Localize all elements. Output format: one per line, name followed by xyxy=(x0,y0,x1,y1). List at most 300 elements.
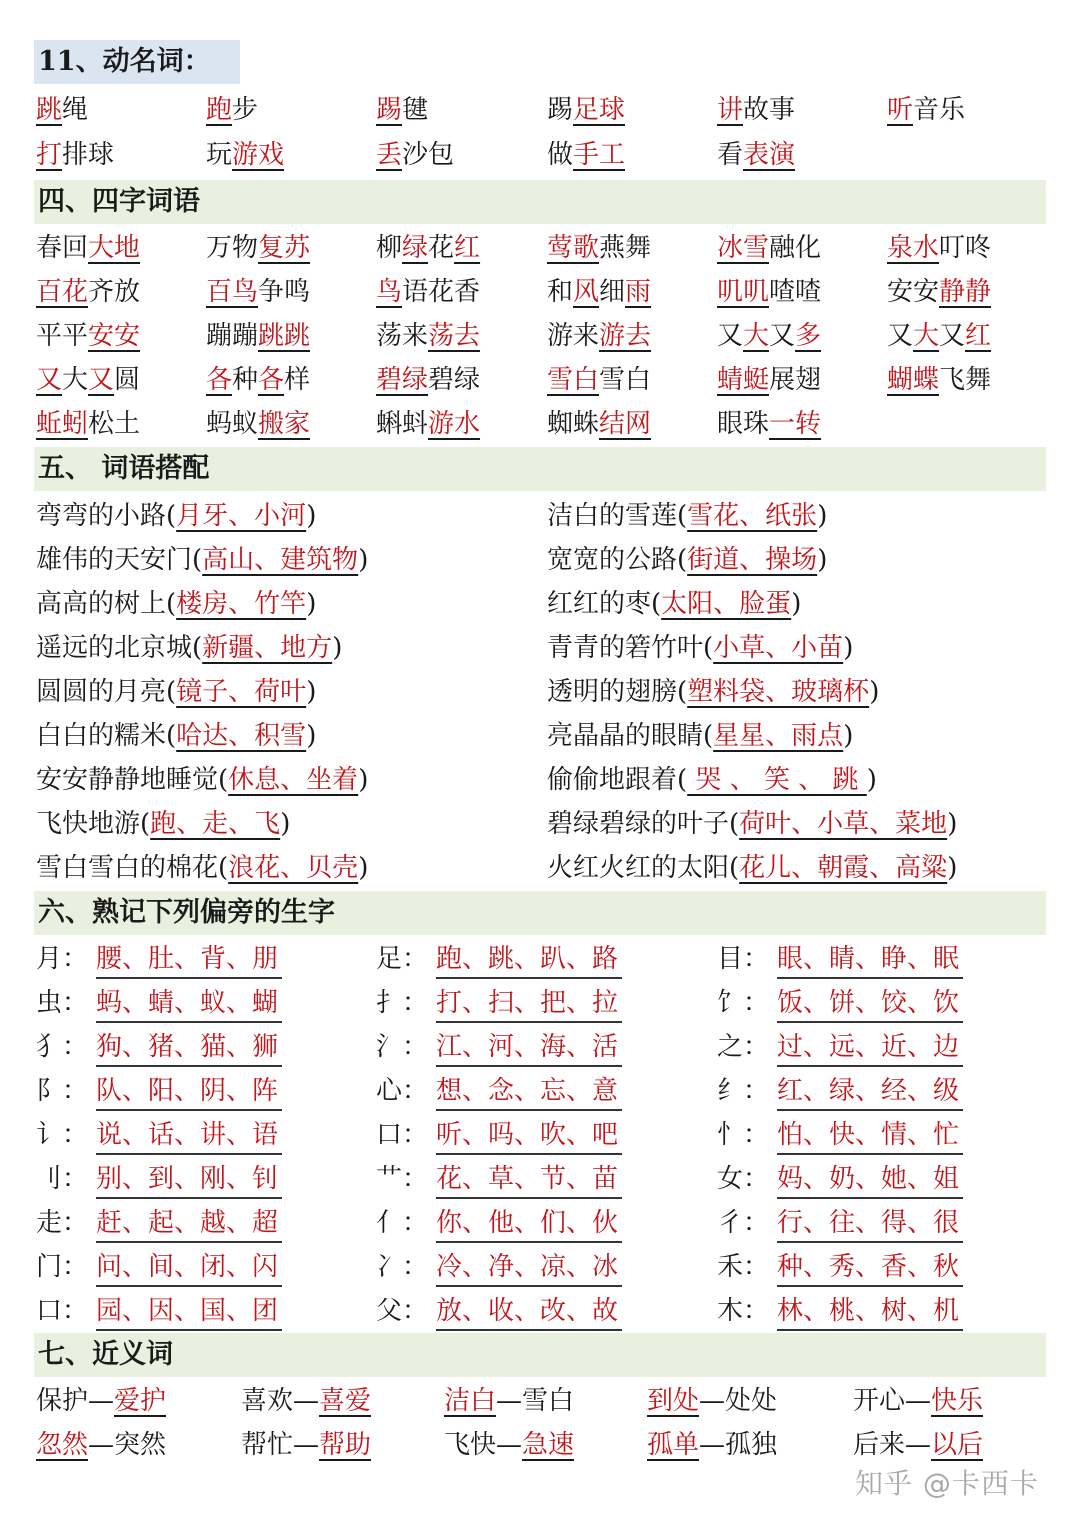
plain-text: 样 xyxy=(284,365,311,395)
dapei-phrase: 雄伟的天安门 xyxy=(36,545,193,575)
dapei-item xyxy=(36,670,316,714)
paren-close: ) xyxy=(358,765,369,795)
dongmingci-item xyxy=(206,133,284,177)
paren-close: ) xyxy=(843,721,854,751)
plain-text: 融化 xyxy=(769,233,822,263)
paren-open: ( xyxy=(166,589,177,619)
jinyici-item xyxy=(444,1423,574,1467)
section-title-dapei: 五、 词语搭配 xyxy=(34,447,1046,491)
paren-close: ) xyxy=(306,589,317,619)
sizi-item xyxy=(547,358,651,402)
section-title-pianpang: 六、熟记下列偏旁的生字 xyxy=(34,891,1046,935)
dapei-item xyxy=(36,494,316,538)
dapei-item xyxy=(36,758,368,802)
radical-label: 木： xyxy=(717,1296,770,1326)
radical-chars xyxy=(96,1157,282,1201)
dapei-answer: 小草、小苗 xyxy=(713,633,844,663)
radical-chars-text: 腰、肚、背、朋 xyxy=(96,941,282,979)
sizi-item xyxy=(36,226,140,270)
highlighted-text: 洁白 xyxy=(444,1386,497,1416)
dapei-phrase: 火红火红的太阳 xyxy=(547,853,730,883)
pianpang-row xyxy=(0,1069,1080,1113)
plain-text: 玩 xyxy=(206,140,233,170)
radical-label: 口： xyxy=(36,1296,89,1326)
radical-chars xyxy=(777,1201,963,1245)
dapei-item xyxy=(547,538,827,582)
plain-text: 游来 xyxy=(547,321,600,351)
radical-label: 氵： xyxy=(376,1032,429,1062)
dapei-row xyxy=(0,626,1080,670)
highlighted-text: 红 xyxy=(965,321,992,351)
radical-chars-text: 问、间、闭、闪 xyxy=(96,1249,282,1287)
radical-label: 刂： xyxy=(36,1164,89,1194)
paren-open: ( xyxy=(703,721,714,751)
dongmingci-item xyxy=(547,88,625,132)
radical-chars xyxy=(777,1289,963,1333)
radical-chars xyxy=(777,1113,963,1157)
radical-chars-text: 眼、睛、睁、眠 xyxy=(777,941,963,979)
dapei-item xyxy=(547,626,853,670)
plain-text: 又 xyxy=(939,321,966,351)
radical-label: 艹： xyxy=(376,1164,429,1194)
plain-text: 雪白 xyxy=(599,365,652,395)
pianpang-row xyxy=(0,1289,1080,1333)
plain-text: 花 xyxy=(428,233,455,263)
paren-close: ) xyxy=(866,765,877,795)
dapei-item xyxy=(36,538,368,582)
highlighted-text: 一转 xyxy=(769,409,822,439)
radical-chars-text: 妈、奶、她、姐 xyxy=(777,1161,963,1199)
radical-chars xyxy=(96,1113,282,1157)
radical-chars xyxy=(436,1201,622,1245)
sizi-item xyxy=(206,402,310,446)
jinyici-item xyxy=(444,1379,574,1423)
dapei-row xyxy=(0,538,1080,582)
radical-chars xyxy=(96,937,282,981)
radical-label: 阝： xyxy=(36,1076,89,1106)
dongmingci-item xyxy=(717,133,795,177)
plain-text: 蝌蚪 xyxy=(376,409,429,439)
dapei-item xyxy=(36,714,316,758)
dongmingci-item xyxy=(887,88,965,132)
plain-text: 步 xyxy=(232,95,259,125)
radical-chars-text: 赶、起、越、超 xyxy=(96,1205,282,1243)
dapei-answer: 镜子、荷叶 xyxy=(176,677,307,707)
paren-close: ) xyxy=(817,545,828,575)
dapei-phrase: 宽宽的公路 xyxy=(547,545,678,575)
plain-text: 音乐 xyxy=(913,95,966,125)
highlighted-text: 冰雪 xyxy=(717,233,770,263)
section-title-dongmingci: 11、动名词： xyxy=(34,40,240,84)
dapei-answer: 高山、建筑物 xyxy=(202,545,359,575)
paren-open: ( xyxy=(166,501,177,531)
dapei-answer: 街道、操场 xyxy=(687,545,818,575)
plain-text: 做 xyxy=(547,140,574,170)
highlighted-text: 听 xyxy=(887,95,914,125)
radical-chars-text: 花、草、节、苗 xyxy=(436,1161,622,1199)
dapei-row xyxy=(0,758,1080,802)
radical-chars-text: 你、他、们、伙 xyxy=(436,1205,622,1243)
dapei-answer: 塑料袋、玻璃杯 xyxy=(687,677,870,707)
radical-chars-text: 队、阳、阴、阵 xyxy=(96,1073,282,1111)
sizi-item xyxy=(36,270,140,314)
highlighted-text: 荡去 xyxy=(428,321,481,351)
radical-label: 心： xyxy=(376,1076,429,1106)
plain-text: 故事 xyxy=(743,95,796,125)
radical-chars-text: 蚂、蜻、蚁、蝴 xyxy=(96,985,282,1023)
paren-open: ( xyxy=(166,721,177,751)
sizi-item xyxy=(376,358,480,402)
radical-chars-text: 种、秀、香、秋 xyxy=(777,1249,963,1287)
plain-text: 柳 xyxy=(376,233,403,263)
radical-label: 讠： xyxy=(36,1120,89,1150)
sizi-row xyxy=(0,402,1080,446)
radical-chars xyxy=(436,1025,622,1069)
dongmingci-item xyxy=(547,133,625,177)
jinyici-item xyxy=(853,1423,983,1467)
dapei-answer: 星星、雨点 xyxy=(713,721,844,751)
highlighted-text: 跳 xyxy=(36,95,63,125)
highlighted-text: 打 xyxy=(36,140,63,170)
plain-text: 又 xyxy=(887,321,914,351)
radical-chars-text: 跑、跳、趴、路 xyxy=(436,941,622,979)
dapei-item xyxy=(547,802,957,846)
radical-label: 虫： xyxy=(36,988,89,1018)
plain-text: —孤独 xyxy=(699,1430,778,1460)
dapei-item xyxy=(547,714,853,758)
dapei-phrase: 白白的糯米 xyxy=(36,721,167,751)
sizi-item xyxy=(376,270,480,314)
dapei-answer: 休息、坐着 xyxy=(228,765,359,795)
dongmingci-item xyxy=(206,88,258,132)
sizi-item xyxy=(547,402,651,446)
jinyici-item xyxy=(36,1423,166,1467)
pianpang-row xyxy=(0,1157,1080,1201)
radical-chars xyxy=(96,1025,282,1069)
plain-text: 万物 xyxy=(206,233,259,263)
sizi-row xyxy=(0,358,1080,402)
plain-text: 和 xyxy=(547,277,574,307)
sizi-item xyxy=(717,314,821,358)
radical-label: 门： xyxy=(36,1252,89,1282)
paren-open: ( xyxy=(140,809,151,839)
jinyici-item xyxy=(241,1379,371,1423)
paren-close: ) xyxy=(332,633,343,663)
radical-label: 走： xyxy=(36,1208,89,1238)
dapei-answer: 荷叶、小草、菜地 xyxy=(739,809,948,839)
radical-label: 禾： xyxy=(717,1252,770,1282)
dapei-item xyxy=(547,846,957,890)
plain-text: 踢 xyxy=(547,95,574,125)
dapei-phrase: 透明的翅膀 xyxy=(547,677,678,707)
plain-text: 保护— xyxy=(36,1386,115,1416)
dongmingci-item xyxy=(376,88,428,132)
paren-open: ( xyxy=(218,853,229,883)
plain-text: 蹦蹦 xyxy=(206,321,259,351)
radical-chars xyxy=(777,1157,963,1201)
highlighted-text: 各 xyxy=(206,365,233,395)
radical-chars-text: 饭、饼、饺、饮 xyxy=(777,985,963,1023)
highlighted-text: 忽然 xyxy=(36,1430,89,1460)
radical-chars-text: 园、因、国、团 xyxy=(96,1293,282,1331)
dongmingci-row xyxy=(0,88,1080,132)
dapei-answer: 哭 、 笑 、 跳 xyxy=(687,765,867,795)
dapei-answer: 花儿、朝霞、高粱 xyxy=(739,853,948,883)
plain-text: 争鸣 xyxy=(258,277,311,307)
paren-open: ( xyxy=(651,589,662,619)
paren-close: ) xyxy=(791,589,802,619)
plain-text: 齐放 xyxy=(88,277,141,307)
paren-open: ( xyxy=(192,633,203,663)
radical-chars xyxy=(777,937,963,981)
sizi-item xyxy=(36,314,140,358)
plain-text: 绳 xyxy=(62,95,89,125)
plain-text: 展翅 xyxy=(769,365,822,395)
sizi-item xyxy=(547,314,651,358)
radical-chars-text: 狗、猪、猫、狮 xyxy=(96,1029,282,1067)
plain-text: 碧绿 xyxy=(428,365,481,395)
dapei-row xyxy=(0,582,1080,626)
highlighted-text: 雨 xyxy=(625,277,652,307)
highlighted-text: 红 xyxy=(454,233,481,263)
radical-chars xyxy=(777,1025,963,1069)
section-title-jinyici: 七、近义词 xyxy=(34,1333,1046,1377)
pianpang-row xyxy=(0,1113,1080,1157)
sizi-item xyxy=(36,358,140,402)
highlighted-text: 碧绿 xyxy=(376,365,429,395)
sizi-item xyxy=(547,270,651,314)
dapei-item xyxy=(547,670,879,714)
dapei-phrase: 亮晶晶的眼睛 xyxy=(547,721,704,751)
radical-chars xyxy=(777,1245,963,1289)
plain-text: —雪白 xyxy=(496,1386,575,1416)
paren-close: ) xyxy=(306,721,317,751)
highlighted-text: 喜爱 xyxy=(319,1386,372,1416)
section-title-sizi: 四、四字词语 xyxy=(34,180,1046,224)
plain-text: 春回 xyxy=(36,233,89,263)
radical-chars xyxy=(436,937,622,981)
paren-open: ( xyxy=(192,545,203,575)
dapei-phrase: 碧绿碧绿的叶子 xyxy=(547,809,730,839)
highlighted-text: 游戏 xyxy=(232,140,285,170)
radical-chars xyxy=(777,981,963,1025)
highlighted-text: 蜻蜓 xyxy=(717,365,770,395)
plain-text: 又 xyxy=(717,321,744,351)
sizi-row xyxy=(0,270,1080,314)
highlighted-text: 莺歌 xyxy=(547,233,600,263)
paren-close: ) xyxy=(306,501,317,531)
paren-open: ( xyxy=(703,633,714,663)
paren-open: ( xyxy=(677,677,688,707)
dapei-item xyxy=(36,802,290,846)
radical-label: 饣： xyxy=(717,988,770,1018)
plain-text: 帮忙— xyxy=(241,1430,320,1460)
highlighted-text: 手工 xyxy=(573,140,626,170)
pianpang-row xyxy=(0,981,1080,1025)
radical-label: 亻： xyxy=(376,1208,429,1238)
sizi-item xyxy=(376,226,480,270)
radical-chars xyxy=(436,1113,622,1157)
paren-open: ( xyxy=(729,809,740,839)
highlighted-text: 帮助 xyxy=(319,1430,372,1460)
radical-chars xyxy=(436,1289,622,1333)
highlighted-text: 跳跳 xyxy=(258,321,311,351)
dongmingci-item xyxy=(717,88,795,132)
radical-label: 纟： xyxy=(717,1076,770,1106)
radical-chars xyxy=(436,1245,622,1289)
highlighted-text: 孤单 xyxy=(647,1430,700,1460)
radical-chars-text: 红、绿、经、级 xyxy=(777,1073,963,1111)
paren-close: ) xyxy=(358,853,369,883)
dapei-phrase: 遥远的北京城 xyxy=(36,633,193,663)
highlighted-text: 大 xyxy=(743,321,770,351)
jinyici-item xyxy=(647,1379,777,1423)
dapei-item xyxy=(547,758,877,802)
highlighted-text: 又 xyxy=(36,365,63,395)
dapei-row xyxy=(0,670,1080,714)
radical-label: 月： xyxy=(36,944,89,974)
jinyici-item xyxy=(36,1379,166,1423)
dapei-phrase: 青青的箬竹叶 xyxy=(547,633,704,663)
radical-label: 之： xyxy=(717,1032,770,1062)
dapei-phrase: 弯弯的小路 xyxy=(36,501,167,531)
sizi-item xyxy=(547,226,651,270)
sizi-item xyxy=(206,314,310,358)
dapei-item xyxy=(547,582,801,626)
radical-chars-text: 打、扫、把、拉 xyxy=(436,985,622,1023)
plain-text: 看 xyxy=(717,140,744,170)
highlighted-text: 又 xyxy=(88,365,115,395)
paren-open: ( xyxy=(218,765,229,795)
plain-text: 大 xyxy=(62,365,89,395)
plain-text: 细 xyxy=(599,277,626,307)
pianpang-row xyxy=(0,1245,1080,1289)
paren-close: ) xyxy=(843,633,854,663)
radical-chars-text: 过、远、近、边 xyxy=(777,1029,963,1067)
radical-chars xyxy=(436,1069,622,1113)
highlighted-text: 游去 xyxy=(599,321,652,351)
highlighted-text: 大地 xyxy=(88,233,141,263)
sizi-item xyxy=(717,402,821,446)
pianpang-row xyxy=(0,937,1080,981)
plain-text: 又 xyxy=(769,321,796,351)
sizi-item xyxy=(717,226,821,270)
plain-text: 圆 xyxy=(114,365,141,395)
plain-text: 排球 xyxy=(62,140,115,170)
plain-text: 飞舞 xyxy=(939,365,992,395)
radical-chars-text: 放、收、改、故 xyxy=(436,1293,622,1331)
watermark: 知乎 @卡西卡 xyxy=(855,1467,1039,1500)
plain-text: 燕舞 xyxy=(599,233,652,263)
jinyici-item xyxy=(241,1423,371,1467)
jinyici-item xyxy=(647,1423,777,1467)
highlighted-text: 百鸟 xyxy=(206,277,259,307)
sizi-item xyxy=(206,358,310,402)
dapei-answer: 雪花、纸张 xyxy=(687,501,818,531)
plain-text: 种 xyxy=(232,365,259,395)
radical-chars-text: 行、往、得、很 xyxy=(777,1205,963,1243)
paren-open: ( xyxy=(729,853,740,883)
radical-chars xyxy=(436,1157,622,1201)
highlighted-text: 结网 xyxy=(599,409,652,439)
plain-text: 平平 xyxy=(36,321,89,351)
radical-chars-text: 冷、净、凉、冰 xyxy=(436,1249,622,1287)
radical-label: 扌： xyxy=(376,988,429,1018)
paren-open: ( xyxy=(677,501,688,531)
sizi-item xyxy=(887,358,991,402)
plain-text: 松土 xyxy=(88,409,141,439)
dapei-item xyxy=(36,582,316,626)
highlighted-text: 以后 xyxy=(931,1430,984,1460)
highlighted-text: 各 xyxy=(258,365,285,395)
plain-text: 安安 xyxy=(887,277,940,307)
plain-text: 喳喳 xyxy=(769,277,822,307)
highlighted-text: 丢 xyxy=(376,140,403,170)
plain-text: 飞快— xyxy=(444,1430,523,1460)
jinyici-row xyxy=(0,1423,1080,1467)
highlighted-text: 急速 xyxy=(522,1430,575,1460)
paren-close: ) xyxy=(817,501,828,531)
highlighted-text: 静静 xyxy=(939,277,992,307)
highlighted-text: 讲 xyxy=(717,95,744,125)
highlighted-text: 跑 xyxy=(206,95,233,125)
highlighted-text: 爱护 xyxy=(114,1386,167,1416)
radical-label: 口： xyxy=(376,1120,429,1150)
plain-text: —处处 xyxy=(699,1386,778,1416)
radical-chars-text: 怕、快、情、忙 xyxy=(777,1117,963,1155)
highlighted-text: 大 xyxy=(913,321,940,351)
radical-label: 女： xyxy=(717,1164,770,1194)
radical-chars-text: 别、到、刚、钊 xyxy=(96,1161,282,1199)
highlighted-text: 到处 xyxy=(647,1386,700,1416)
radical-chars xyxy=(96,1289,282,1333)
sizi-row xyxy=(0,314,1080,358)
radical-chars xyxy=(96,1069,282,1113)
sizi-item xyxy=(717,270,821,314)
sizi-item xyxy=(376,314,480,358)
dongmingci-item xyxy=(376,133,454,177)
dapei-answer: 浪花、贝壳 xyxy=(228,853,359,883)
highlighted-text: 快乐 xyxy=(931,1386,984,1416)
dapei-item xyxy=(547,494,827,538)
dapei-phrase: 偷偷地跟着 xyxy=(547,765,678,795)
highlighted-text: 风 xyxy=(573,277,600,307)
dapei-phrase: 安安静静地睡觉 xyxy=(36,765,219,795)
paren-open: ( xyxy=(166,677,177,707)
dapei-phrase: 飞快地游 xyxy=(36,809,141,839)
pianpang-row xyxy=(0,1025,1080,1069)
sizi-item xyxy=(717,358,821,402)
highlighted-text: 游水 xyxy=(428,409,481,439)
radical-chars xyxy=(96,981,282,1025)
dapei-phrase: 圆圆的月亮 xyxy=(36,677,167,707)
pianpang-row xyxy=(0,1201,1080,1245)
radical-chars xyxy=(96,1245,282,1289)
paren-open: ( xyxy=(677,765,688,795)
dapei-row xyxy=(0,494,1080,538)
highlighted-text: 搬家 xyxy=(258,409,311,439)
paren-close: ) xyxy=(947,853,958,883)
radical-chars-text: 说、话、讲、语 xyxy=(96,1117,282,1155)
highlighted-text: 安安 xyxy=(88,321,141,351)
highlighted-text: 多 xyxy=(795,321,822,351)
radical-label: 目： xyxy=(717,944,770,974)
paren-close: ) xyxy=(280,809,291,839)
radical-label: 足： xyxy=(376,944,429,974)
highlighted-text: 鸟 xyxy=(376,277,403,307)
dapei-answer: 太阳、脸蛋 xyxy=(661,589,792,619)
dapei-item xyxy=(36,846,368,890)
